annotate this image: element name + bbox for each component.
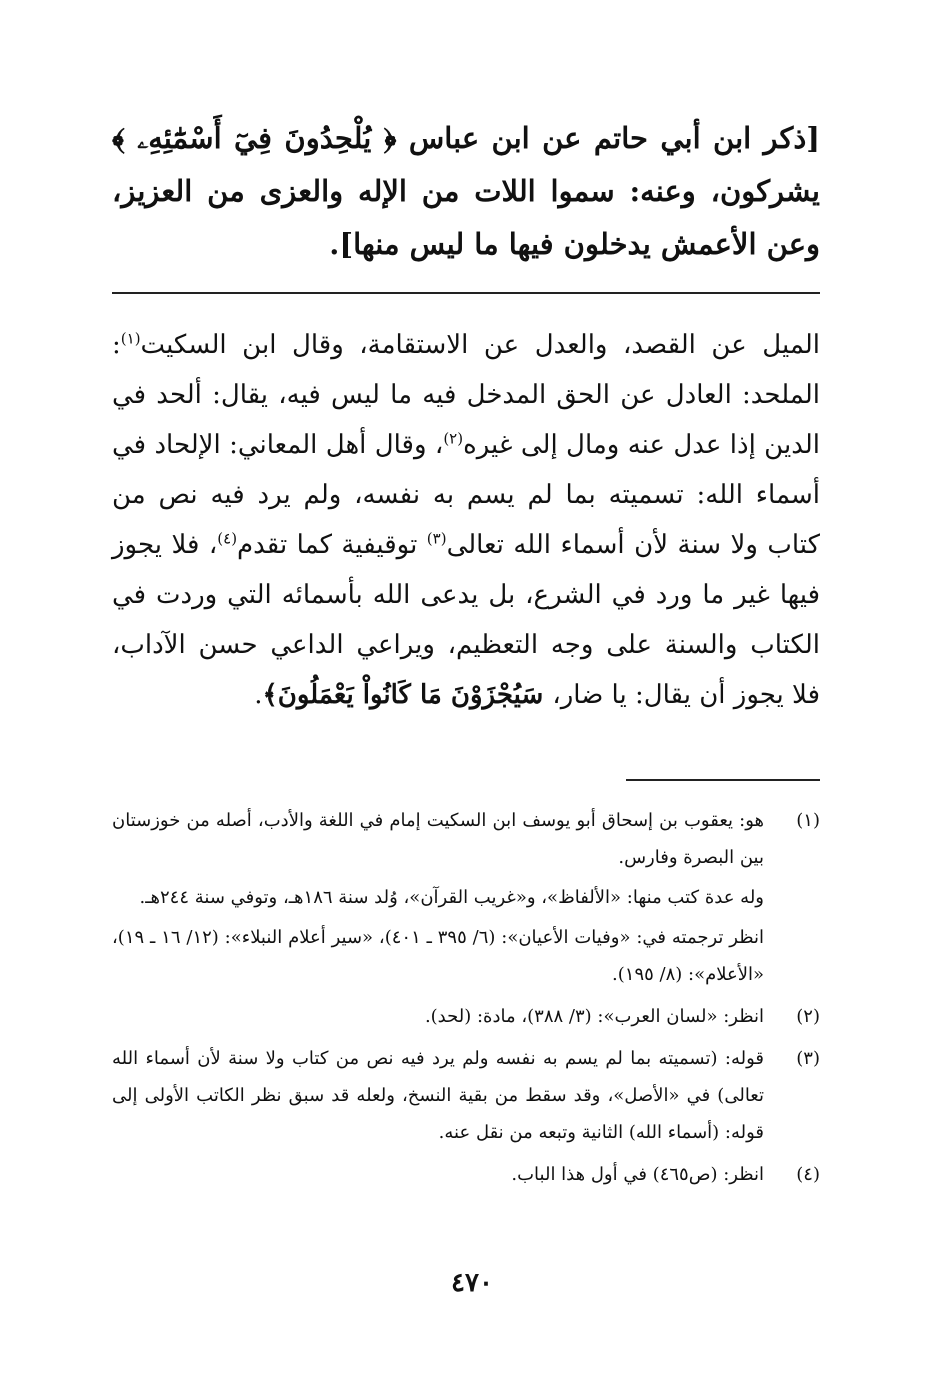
footnote-paragraph: هو: يعقوب بن إسحاق أبو يوسف ابن السكيت إمام في اللغة والأدب، أصله من خوزستان بين البصرة وفارس. [112,810,764,868]
footnotes-section [112,802,820,1198]
footnote-number: (٢) [796,1006,820,1027]
quote-text-end: يشركون، وعنه: سموا اللات من الإله والعزى من العزيز، وعن الأعمش يدخلون فيها ما ليس منها]. [112,174,820,261]
quote-text-start: [ذكر ابن أبي حاتم عن ابن عباس [396,121,820,155]
footnote-3 [112,1040,820,1154]
footnote-number: (٤) [796,1164,820,1185]
main-text-part-3: ، وقال أهل المعاني: الإلحاد في أسماء الله: تسميته بما لم يسم به نفسه، ولم يرد فيه نص من كتاب ولا سنة لأن أسماء الله تعالى [112,430,820,560]
main-text-part-5: ، فلا يجوز فيها غير ما ورد في الشرع، بل يدعى الله بأسمائه التي وردت في الكتاب والسنة على وجه التعظيم، ويراعي الداعي حسن الآداب، فلا يجوز أن يقال: يا ضار، [112,530,820,710]
footnote-body [112,998,764,1038]
quran-verse-closing: سَيُجْزَوْنَ مَا كَانُواْ يَعْمَلُونَ﴾ [262,680,553,710]
main-text-part-1: الميل عن القصد، والعدل عن الاستقامة، وقال ابن السكيت [140,330,820,360]
footnote-number: (٣) [796,1048,820,1069]
footnote-number: (١) [796,810,820,831]
footnote-paragraph: انظر: «لسان العرب»: (٣/ ٣٨٨)، مادة: (لحد). [424,1006,764,1027]
footnote-ref-4[interactable]: (٤) [217,529,238,548]
quran-verse: ﴿ يُلْحِدُونَ فِيٓ أَسْمَٰٓئِهِۦ ﴾ [112,121,397,155]
main-text-end: . [254,680,263,710]
tafsir-quote-block [112,112,820,271]
footnote-paragraph: انظر ترجمته في: «وفيات الأعيان»: (٦/ ٣٩٥ ـ ٤٠١)، «سير أعلام النبلاء»: (١٢/ ١٦ ـ ١٩)، «الأعلام»: (٨/ ١٩٥). [112,927,764,985]
page-number: ٤٧٠ [451,1268,493,1298]
footnote-body [112,1156,764,1196]
section-divider [112,292,820,294]
footnote-body [112,802,764,996]
footnote-paragraph: انظر: (ص٤٦٥) في أول هذا الباب. [511,1164,764,1185]
footnote-divider [626,779,820,781]
footnote-1 [112,802,820,996]
footnote-paragraph: وله عدة كتب منها: «الألفاظ»، و«غريب القرآن»، وُلد سنة ١٨٦هـ، وتوفي سنة ٢٤٤هـ. [139,887,764,908]
footnote-ref-2[interactable]: (٢) [443,429,464,448]
main-text-part-2: : الملحد: العادل عن الحق المدخل فيه ما ليس فيه، يقال: ألحد في الدين إذا عدل عنه ومال إلى غيره [112,330,820,460]
main-text [112,320,820,720]
footnote-ref-3[interactable]: (٣) [426,529,447,548]
footnote-4 [112,1156,820,1196]
footnote-body [112,1040,764,1154]
main-text-part-4: توقيفية كما تقدم [237,530,427,560]
footnote-2 [112,998,820,1038]
footnote-ref-1[interactable]: (١) [120,329,141,348]
footnote-paragraph: قوله: (تسميته بما لم يسم به نفسه ولم يرد فيه نص من كتاب ولا سنة لأن أسماء الله تعالى) في «الأصل»، وقد سقط من بقية النسخ، ولعله قد سبق نظر الكاتب الأولى إلى قوله: (أسماء الله) الثانية وتبعه من نقل عنه. [112,1048,764,1143]
